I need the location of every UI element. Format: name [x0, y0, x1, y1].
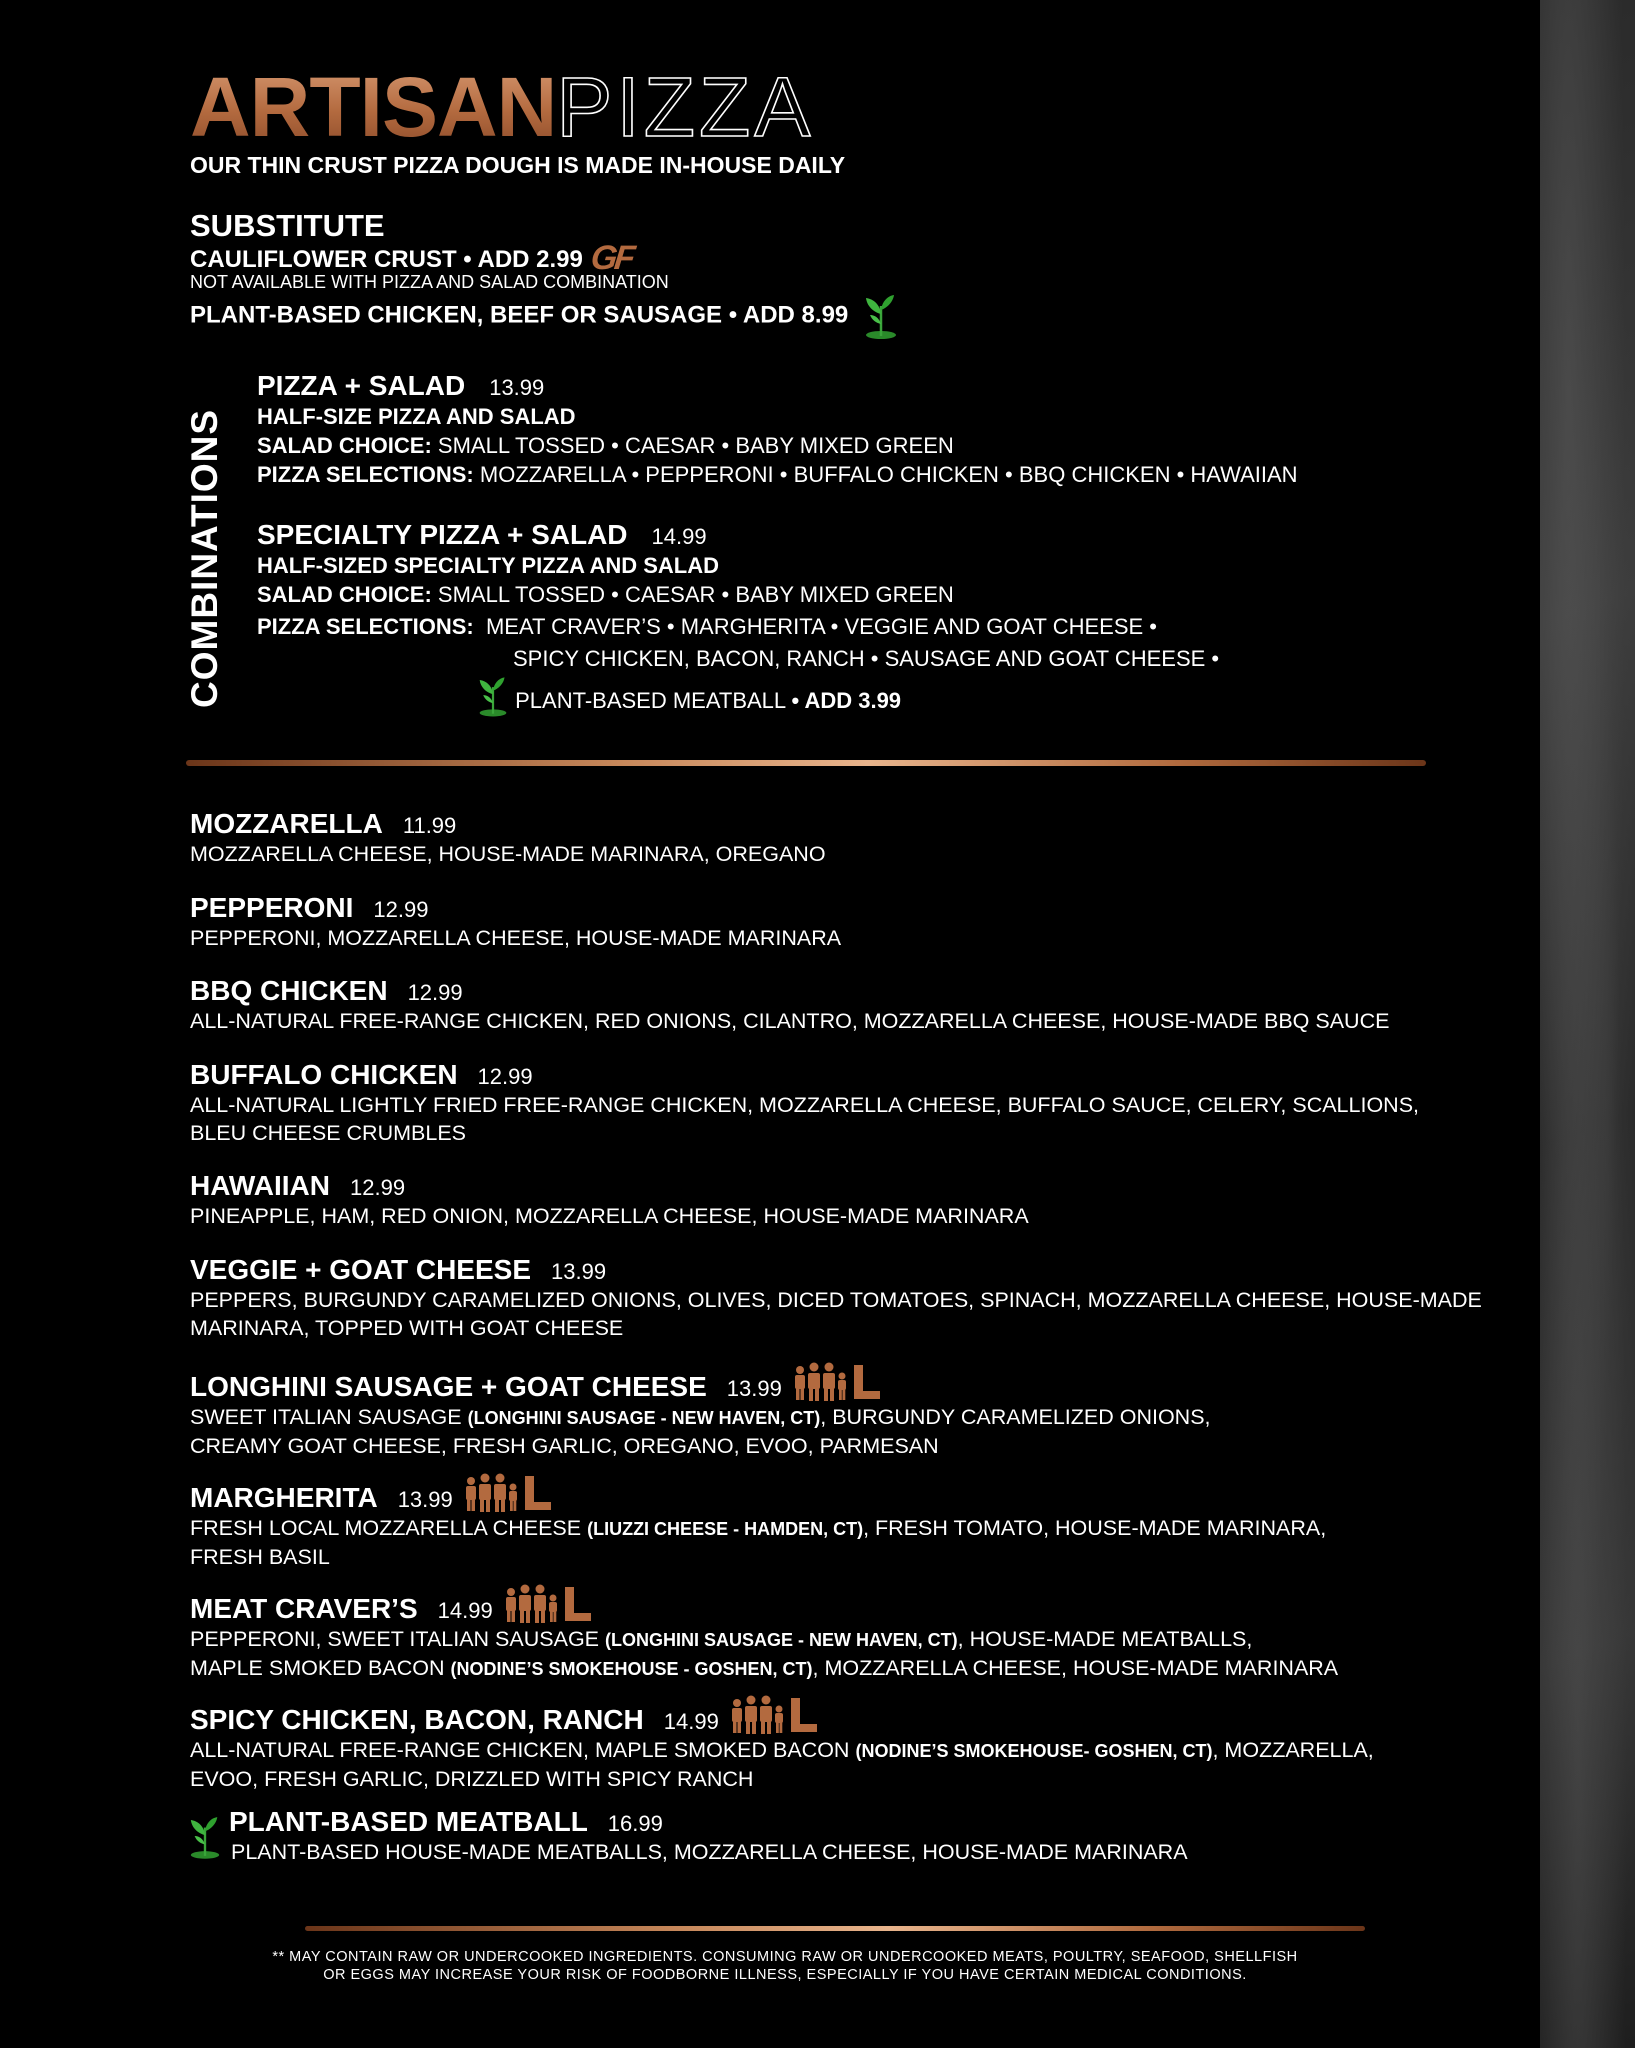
combo-pizza-salad: [257, 370, 1298, 488]
pizza-selections-value-3: PLANT-BASED MEATBALL: [515, 688, 786, 713]
local-sourced-family-icon: [463, 1473, 555, 1513]
disclaimer-line-2: OR EGGS MAY INCREASE YOUR RISK OF FOODBORNE ILLNESS, ESPECIALLY IF YOU HAVE CERTAIN MEDICAL CONDITIONS.: [323, 1967, 1247, 1983]
pizza-name: VEGGIE + GOAT CHEESE: [190, 1254, 532, 1285]
pizza-name: PLANT-BASED MEATBALL: [229, 1806, 588, 1837]
local-sourced-family-icon: [503, 1584, 595, 1624]
pizza-description: ALL-NATURAL FREE-RANGE CHICKEN, RED ONIONS, CILANTRO, MOZZARELLA CHEESE, HOUSE-MADE BBQ SAUCE: [190, 1009, 1390, 1033]
pizza-item-hawaiian: [190, 1170, 1520, 1230]
pizza-name: MARGHERITA: [190, 1482, 378, 1513]
combo-title: [257, 519, 1219, 551]
local-source-note: (NODINE’S SMOKEHOUSE- GOSHEN, CT): [855, 1741, 1213, 1761]
plant-based-icon: [477, 674, 509, 718]
pizza-description-line-2: [190, 1655, 1520, 1683]
plant-based-icon: [188, 1812, 222, 1862]
page-subtitle: OUR THIN CRUST PIZZA DOUGH IS MADE IN-HOUSE DAILY: [190, 152, 846, 178]
footer-divider: [305, 1926, 1365, 1931]
pizza-item-veggie-goat-cheese: [190, 1254, 1520, 1342]
substitute-heading: SUBSTITUTE: [190, 208, 385, 243]
pizza-price: 12.99: [477, 1064, 533, 1089]
combo-pizza-selections: [257, 614, 1219, 640]
pizza-name: HAWAIIAN: [190, 1170, 330, 1201]
pizza-description-line-1: [190, 1404, 1520, 1432]
local-source-note: (NODINE’S SMOKEHOUSE - GOSHEN, CT): [450, 1659, 813, 1679]
desc-text: PEPPERONI, SWEET ITALIAN SAUSAGE: [190, 1627, 600, 1651]
pizza-price: 13.99: [726, 1376, 782, 1401]
desc-text: MAPLE SMOKED BACON: [190, 1656, 445, 1680]
pizza-description-line-2: FRESH BASIL: [190, 1545, 330, 1569]
pizza-price: 12.99: [407, 980, 463, 1005]
pizza-selections-value-1: MEAT CRAVER’S • MARGHERITA • VEGGIE AND GOAT CHEESE •: [485, 614, 1157, 639]
desc-text: FRESH LOCAL MOZZARELLA CHEESE: [190, 1516, 582, 1540]
pizza-item-spicy-chicken-bacon-ranch: [190, 1695, 1520, 1793]
pizza-name: SPICY CHICKEN, BACON, RANCH: [190, 1704, 644, 1735]
pizza-price: 13.99: [397, 1487, 453, 1512]
desc-text: , HOUSE-MADE MEATBALLS,: [957, 1627, 1253, 1651]
desc-text: SWEET ITALIAN SAUSAGE: [190, 1405, 462, 1429]
combo-subtitle: HALF-SIZE PIZZA AND SALAD: [257, 404, 576, 429]
title-artisan: ARTISAN: [190, 60, 557, 154]
pizza-description-line-2: MARINARA, TOPPED WITH GOAT CHEESE: [190, 1316, 624, 1340]
combo-title: [257, 370, 1298, 402]
page-title: [190, 62, 814, 152]
combo-pizza-selections: [257, 462, 1298, 488]
combo-salad-choice: [257, 433, 1298, 459]
desc-text: , BURGUNDY CARAMELIZED ONIONS,: [820, 1405, 1211, 1429]
combo-salad-choice: [257, 582, 1219, 608]
pizza-item-plant-based-meatball: [190, 1806, 1520, 1866]
pizza-description-line-1: PEPPERS, BURGUNDY CARAMELIZED ONIONS, OLIVES, DICED TOMATOES, SPINACH, MOZZARELLA CHEESE, HOUSE-MADE: [190, 1288, 1482, 1312]
pizza-selections-label: PIZZA SELECTIONS:: [257, 614, 474, 639]
combo-price: 13.99: [489, 375, 545, 400]
desc-text: , MOZZARELLA,: [1212, 1738, 1374, 1762]
pizza-selections-value-3-line: [477, 674, 1219, 718]
local-source-note: (LONGHINI SAUSAGE - NEW HAVEN, CT): [605, 1630, 958, 1650]
pizza-item-bbq-chicken: [190, 975, 1520, 1035]
pizza-item-mozzarella: [190, 808, 1520, 868]
pizza-item-margherita: [190, 1473, 1520, 1571]
combo-name: PIZZA + SALAD: [257, 370, 466, 401]
combo-specialty-pizza-salad: [257, 519, 1219, 718]
pizza-selections-value: MOZZARELLA • PEPPERONI • BUFFALO CHICKEN • BBQ CHICKEN • HAWAIIAN: [479, 462, 1298, 487]
pizza-description: MOZZARELLA CHEESE, HOUSE-MADE MARINARA, OREGANO: [190, 842, 826, 866]
desc-text: , MOZZARELLA CHEESE, HOUSE-MADE MARINARA: [812, 1656, 1339, 1680]
pizza-description-line-2: BLEU CHEESE CRUMBLES: [190, 1121, 466, 1145]
combinations-vertical-label: COMBINATIONS: [184, 408, 225, 708]
pizza-description-line-2: EVOO, FRESH GARLIC, DRIZZLED WITH SPICY RANCH: [190, 1767, 754, 1791]
cauliflower-crust-text: CAULIFLOWER CRUST • ADD 2.99: [190, 246, 583, 273]
pizza-price: 12.99: [350, 1175, 406, 1200]
pizza-name: LONGHINI SAUSAGE + GOAT CHEESE: [190, 1371, 707, 1402]
plant-based-substitute-line: [190, 292, 899, 340]
pizza-description-line-1: [190, 1737, 1520, 1765]
pizza-name: PEPPERONI: [190, 892, 354, 923]
salad-choice-label: SALAD CHOICE:: [257, 433, 432, 458]
desc-text: ALL-NATURAL FREE-RANGE CHICKEN, MAPLE SMOKED BACON: [190, 1738, 850, 1762]
substitute-note: NOT AVAILABLE WITH PIZZA AND SALAD COMBINATION: [190, 272, 669, 292]
pizza-item-pepperoni: [190, 892, 1520, 952]
menu-page: [184, 0, 1520, 2048]
pizza-price: 16.99: [607, 1811, 663, 1836]
local-sourced-family-icon: [729, 1695, 821, 1735]
pizza-selections-value-2: SPICY CHICKEN, BACON, RANCH • SAUSAGE AND GOAT CHEESE •: [513, 646, 1220, 671]
salad-choice-value: SMALL TOSSED • CAESAR • BABY MIXED GREEN: [437, 433, 954, 458]
pizza-description-line-1: [190, 1515, 1520, 1543]
pizza-description-line-2: CREAMY GOAT CHEESE, FRESH GARLIC, OREGANO, EVOO, PARMESAN: [190, 1434, 939, 1458]
pizza-description-line-1: [190, 1626, 1520, 1654]
pizza-description: PINEAPPLE, HAM, RED ONION, MOZZARELLA CHEESE, HOUSE-MADE MARINARA: [190, 1204, 1029, 1228]
pizza-item-longhini-sausage-goat-cheese: [190, 1362, 1520, 1460]
pizza-item-meat-cravers: [190, 1584, 1520, 1683]
local-source-note: (LONGHINI SAUSAGE - NEW HAVEN, CT): [467, 1408, 821, 1428]
pizza-name: BBQ CHICKEN: [190, 975, 388, 1006]
salad-choice-value: SMALL TOSSED • CAESAR • BABY MIXED GREEN: [437, 582, 954, 607]
cauliflower-crust-line: [190, 239, 635, 277]
pizza-price: 14.99: [437, 1598, 493, 1623]
local-sourced-family-icon: [792, 1362, 884, 1402]
combo-price: 14.99: [651, 524, 707, 549]
plant-based-icon: [863, 292, 899, 340]
disclaimer-line-1: ** MAY CONTAIN RAW OR UNDERCOOKED INGREDIENTS. CONSUMING RAW OR UNDERCOOKED MEATS, POULTRY, SEAFOOD, SHELLFISH: [272, 1949, 1298, 1965]
plant-based-substitute-text: PLANT-BASED CHICKEN, BEEF OR SAUSAGE • ADD 8.99: [190, 301, 849, 329]
salad-choice-label: SALAD CHOICE:: [257, 582, 432, 607]
pizza-description: PLANT-BASED HOUSE-MADE MEATBALLS, MOZZARELLA CHEESE, HOUSE-MADE MARINARA: [231, 1840, 1188, 1864]
pizza-price: 12.99: [373, 897, 429, 922]
food-safety-disclaimer: [160, 1948, 1410, 1984]
pizza-price: 11.99: [402, 813, 457, 838]
section-divider: [186, 760, 1426, 766]
desc-text: , FRESH TOMATO, HOUSE-MADE MARINARA,: [863, 1516, 1327, 1540]
pizza-description-line-1: ALL-NATURAL LIGHTLY FRIED FREE-RANGE CHICKEN, MOZZARELLA CHEESE, BUFFALO SAUCE, CELERY, SCALLIONS,: [190, 1093, 1420, 1117]
pizza-selections-add-price: • ADD 3.99: [791, 688, 902, 713]
combo-name: SPECIALTY PIZZA + SALAD: [257, 519, 628, 550]
pizza-name: MEAT CRAVER’S: [190, 1593, 418, 1624]
pizza-name: BUFFALO CHICKEN: [190, 1059, 458, 1090]
slate-texture-border: [1540, 0, 1635, 2048]
pizza-item-buffalo-chicken: [190, 1059, 1520, 1147]
pizza-price: 14.99: [663, 1709, 719, 1734]
local-source-note: (LIUZZI CHEESE - HAMDEN, CT): [587, 1519, 864, 1539]
title-pizza: PIZZA: [556, 60, 815, 154]
combo-subtitle: HALF-SIZED SPECIALTY PIZZA AND SALAD: [257, 553, 719, 578]
pizza-selections-label: PIZZA SELECTIONS:: [257, 462, 474, 487]
gluten-free-badge-icon: GF: [588, 239, 635, 277]
pizza-price: 13.99: [551, 1259, 607, 1284]
pizza-description: PEPPERONI, MOZZARELLA CHEESE, HOUSE-MADE MARINARA: [190, 926, 842, 950]
pizza-name: MOZZARELLA: [190, 808, 383, 839]
